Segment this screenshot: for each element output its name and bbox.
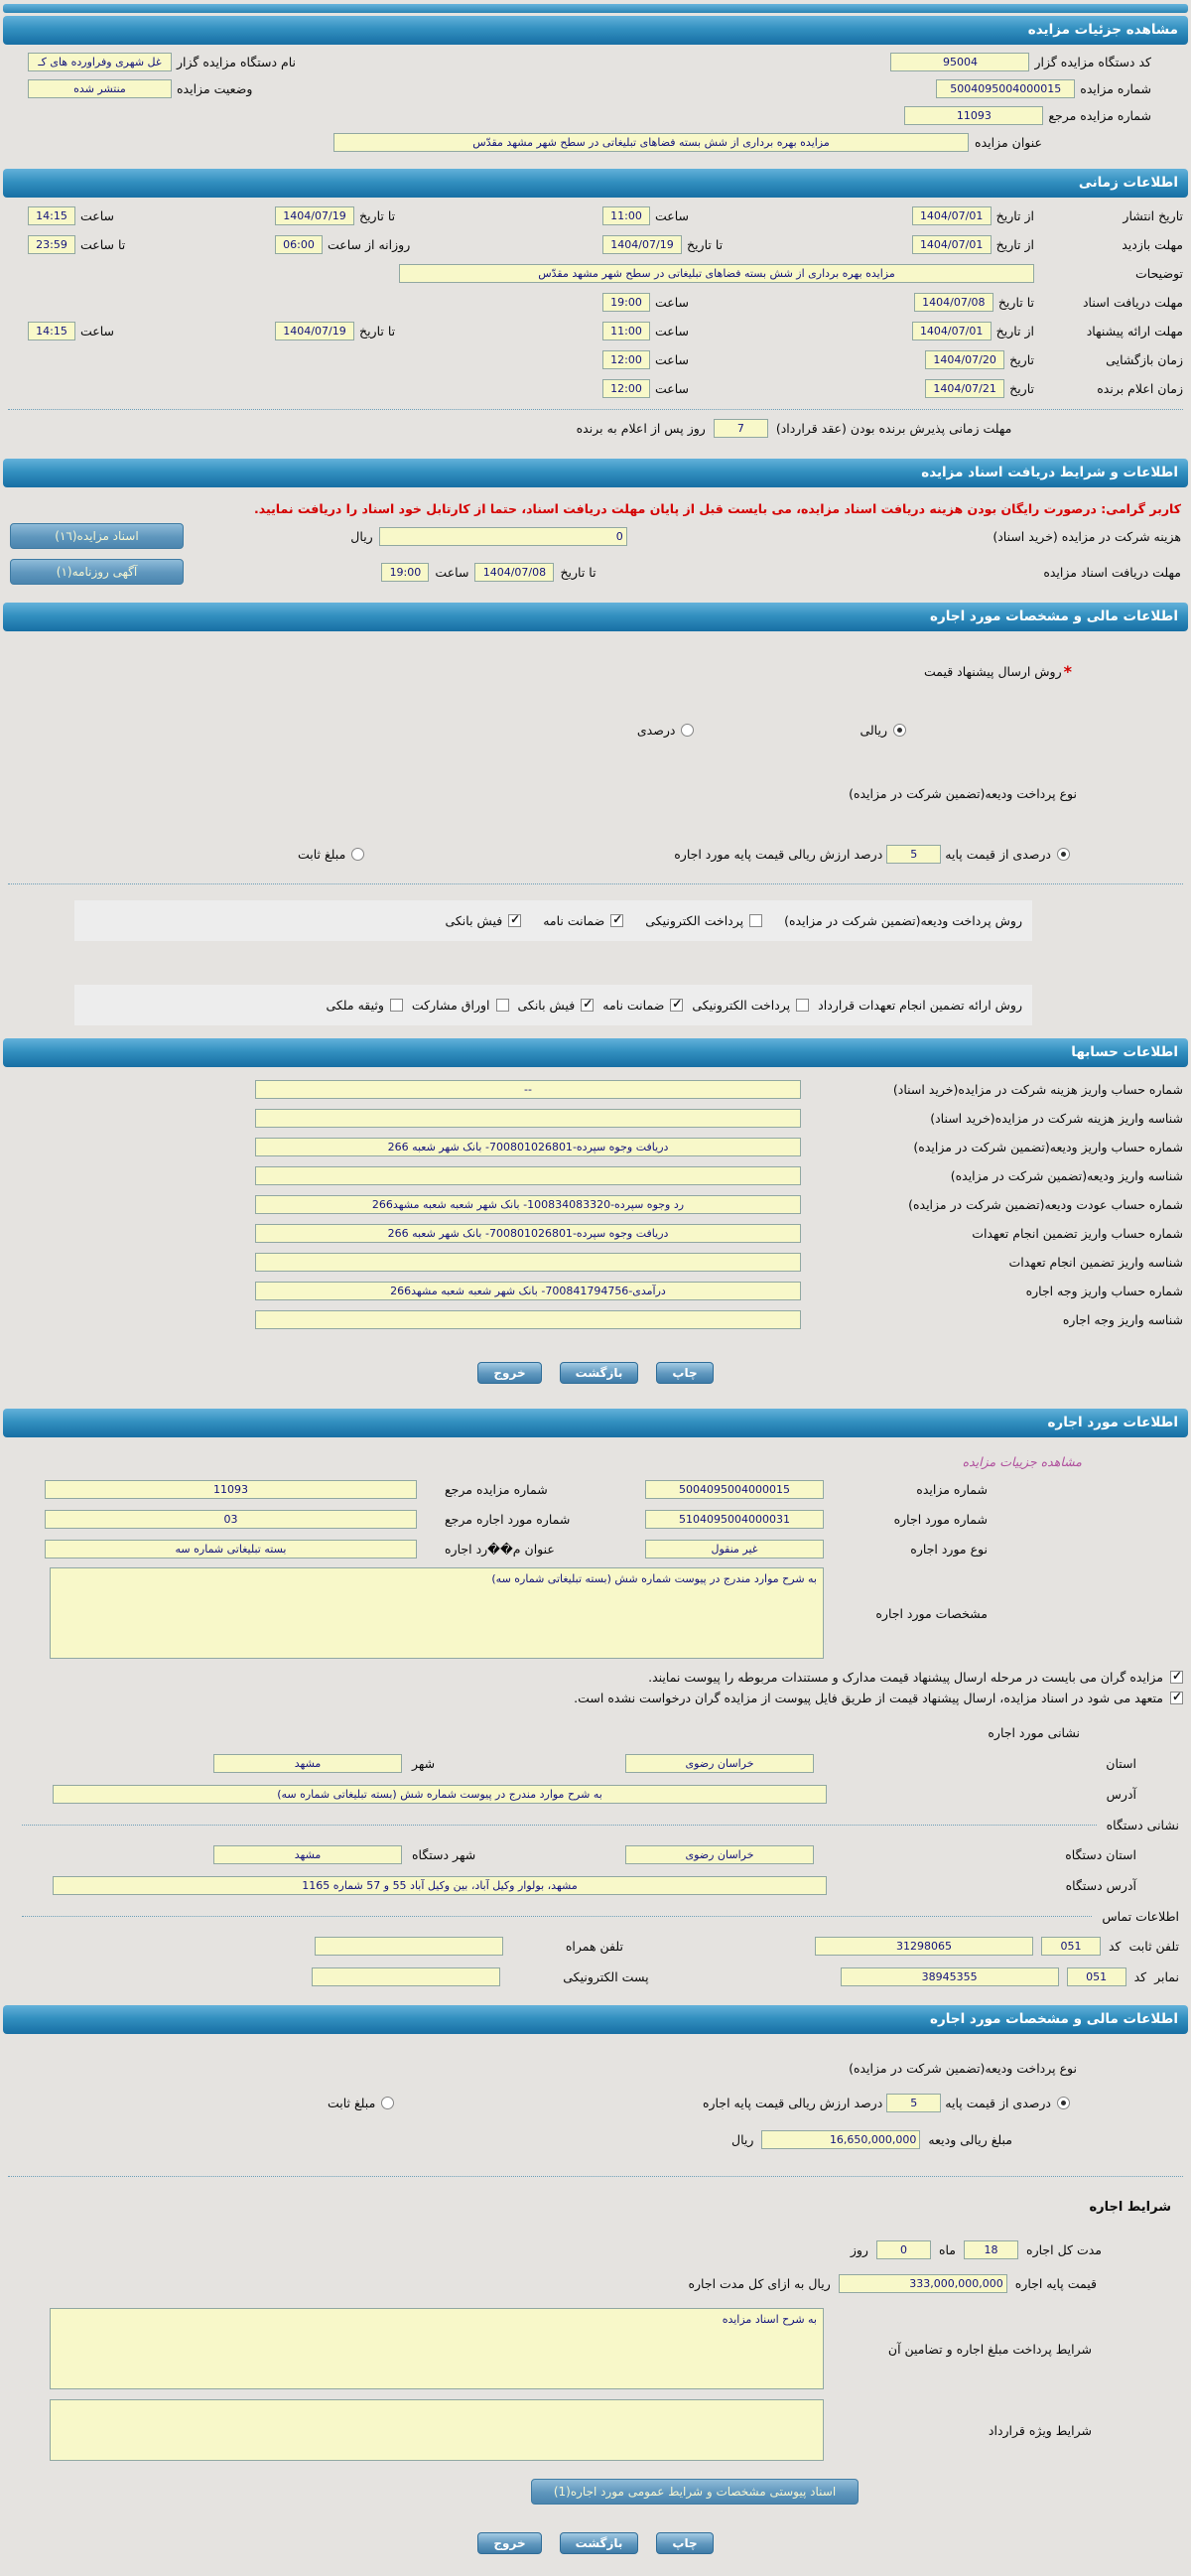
note-row-2 (0, 1688, 1191, 1708)
offer-to-time-input[interactable] (28, 322, 75, 340)
bank-slip-checkbox[interactable] (508, 914, 521, 927)
province-input[interactable] (625, 1754, 814, 1773)
nav-buttons-bottom (0, 2532, 1191, 2554)
section-financial-2 (0, 2034, 1191, 2576)
account-input[interactable] (255, 1310, 801, 1329)
to-date-label: تا تاریخ (560, 564, 596, 580)
time-row-docs-deadline (0, 288, 1191, 317)
fixed-amount-radio[interactable] (351, 848, 364, 861)
publish-to-time-input[interactable] (28, 206, 75, 225)
contact-title-row (0, 1901, 1191, 1931)
account-label: شناسه واریز وجه اجاره (1062, 1312, 1183, 1327)
rial-option-label: ریالی (860, 723, 887, 738)
ref-no-label: شماره مزایده مرجع (1048, 108, 1151, 123)
details-row-2 (0, 75, 1191, 102)
deposit-type-label: نوع پرداخت ودیعه(تضمین شرکت در مزایده) (849, 785, 1077, 801)
description-label: توضیحات (1135, 266, 1183, 281)
winner-time-input[interactable] (602, 379, 650, 398)
device-city-label: شهر دستگاه (412, 1847, 476, 1862)
deposit-pay-methods-box (74, 900, 1032, 941)
participation-bonds-label: اوراق مشارکت (411, 998, 490, 1013)
electronic-payment-checkbox[interactable] (796, 999, 809, 1012)
device-address-title: نشانی دستگاه (1106, 1817, 1179, 1832)
device-code-input[interactable] (890, 53, 1029, 71)
section-docs (0, 487, 1191, 600)
divider (8, 2176, 1183, 2177)
acceptance-days-input[interactable] (714, 419, 768, 438)
account-label: شماره حساب عودت ودیعه(تضمین شرکت در مزایده) (908, 1197, 1183, 1212)
guarantee-letter-label: ضمانت نامه (602, 998, 665, 1013)
top-strip (3, 4, 1188, 13)
section-header-details: مشاهده جزئیات مزایده (3, 16, 1188, 45)
months-input[interactable] (964, 2240, 1018, 2259)
rial-unit-label: ریال (350, 528, 373, 544)
rental-address-row (0, 1748, 1191, 1779)
days-input[interactable] (876, 2240, 931, 2259)
rental-address-title: نشانی مورد اجاره (988, 1724, 1080, 1740)
percent-of-base-label: درصدی از قیمت پایه (945, 847, 1051, 862)
account-input[interactable] (255, 1253, 801, 1272)
note-row-1 (0, 1667, 1191, 1688)
opening-time-input[interactable] (602, 350, 650, 369)
account-input[interactable] (255, 1195, 801, 1214)
rental-row-1 (0, 1474, 1191, 1504)
docs-deadline-date-input[interactable] (914, 293, 993, 312)
exit-button[interactable]: خروج (477, 1362, 541, 1384)
deposit-percent-input[interactable] (886, 845, 941, 864)
time-row-visit (0, 230, 1191, 259)
account-input[interactable] (255, 1080, 801, 1099)
acceptance-post-label: روز پس از اعلام به برنده (576, 420, 706, 436)
hour-label: ساعت (655, 295, 690, 310)
rental-terms-title: شرایط اجاره (1089, 2199, 1171, 2215)
city-input[interactable] (213, 1754, 402, 1773)
to-date-label: تا تاریخ (997, 295, 1034, 310)
phone-row (0, 1931, 1191, 1962)
account-input[interactable] (255, 1282, 801, 1300)
status-input[interactable] (28, 79, 172, 98)
account-input[interactable] (255, 1224, 801, 1243)
device-code-label: کد دستگاه مزایده گزار (1034, 55, 1151, 69)
docs-deadline-time-input[interactable] (381, 563, 429, 582)
device-address-title-row (0, 1810, 1191, 1839)
auction-no-label: شماره مزایده (1080, 81, 1151, 96)
back-button[interactable]: بازگشت (560, 2532, 639, 2554)
base-price-unit-label: ریال به ازای کل مدت اجاره (688, 2275, 831, 2291)
section-rental (0, 1437, 1191, 2002)
account-row (0, 1161, 1191, 1190)
bank-slip-label: فیش بانکی (517, 998, 576, 1013)
visit-from-time-input[interactable] (275, 235, 323, 254)
fee-input[interactable] (379, 527, 627, 546)
time-row-label: زمان اعلام برنده (1097, 381, 1183, 396)
section-financial-1 (0, 631, 1191, 1035)
visit-to-date-input[interactable] (602, 235, 682, 254)
pay-terms-label: شرایط پرداخت مبلغ اجاره و تضامین آن (887, 2341, 1092, 2357)
details-row-3 (0, 102, 1191, 129)
offer-from-date-input[interactable] (912, 322, 992, 340)
rental-full-address-row (0, 1779, 1191, 1810)
exit-button[interactable]: خروج (477, 2532, 541, 2554)
description-input[interactable] (399, 264, 1034, 283)
account-row (0, 1305, 1191, 1334)
property-collateral-label: وثیقه ملکی (326, 998, 384, 1013)
section-details (0, 45, 1191, 166)
account-row (0, 1248, 1191, 1277)
city-label: شهر (412, 1756, 436, 1771)
fee-label: هزینه شرکت در مزایده (خرید اسناد) (992, 528, 1181, 544)
phone-label: تلفن ثابت (1128, 1939, 1179, 1954)
account-label: شماره حساب واریز ودیعه(تضمین شرکت در مزایده) (913, 1140, 1183, 1154)
code-label: کد (1133, 1969, 1147, 1984)
special-terms-textarea[interactable] (50, 2399, 824, 2461)
visit-from-date-input[interactable] (912, 235, 992, 254)
account-input[interactable] (255, 1109, 801, 1128)
winner-date-input[interactable] (925, 379, 1004, 398)
fax-code-input[interactable] (1067, 1967, 1126, 1986)
account-row (0, 1190, 1191, 1219)
mobile-input[interactable] (315, 1937, 503, 1956)
item-ref-label: شماره مورد اجاره مرجع (445, 1511, 571, 1527)
item-title-input[interactable] (45, 1540, 417, 1559)
account-row (0, 1075, 1191, 1104)
to-date-label: تا تاریخ (687, 237, 724, 252)
time-row-offer (0, 317, 1191, 345)
fax-input[interactable] (841, 1967, 1059, 1986)
publish-from-date-input[interactable] (912, 206, 992, 225)
phone-code-input[interactable] (1041, 1937, 1101, 1956)
device-address-row (0, 1839, 1191, 1870)
docs-warning-text: کاربر گرامی: درصورت رایگان بودن هزینه دریافت اسناد مزایده، می بایست قبل از پایان مهلت دریافت اسناد، حتما از کارتابل خود اسناد را دریافت نمایید. (254, 501, 1181, 516)
time-row-opening (0, 345, 1191, 374)
device-address-label: آدرس دستگاه (1065, 1878, 1136, 1893)
divider (8, 883, 1183, 884)
address-label: آدرس (1106, 1787, 1136, 1802)
base-price-label: قیمت پایه اجاره (1014, 2275, 1097, 2291)
divider (22, 1825, 1097, 1826)
to-date-label: تا تاریخ (359, 208, 396, 223)
address-input[interactable] (53, 1785, 827, 1804)
account-row (0, 1277, 1191, 1305)
duration-label: مدت کل اجاره (1026, 2241, 1102, 2257)
time-row-winner (0, 374, 1191, 403)
hour-label: ساعت (655, 324, 690, 339)
percent-of-base-radio[interactable] (1057, 2097, 1070, 2109)
phone-input[interactable] (815, 1937, 1033, 1956)
docs-deadline-label: مهلت دریافت اسناد مزایده (1043, 564, 1181, 580)
account-input[interactable] (255, 1166, 801, 1185)
percent-of-base-radio[interactable] (1057, 848, 1070, 861)
item-no-label: شماره مورد اجاره (893, 1511, 988, 1527)
newspaper-ad-button[interactable]: آگهی روزنامه(١) (10, 559, 184, 585)
status-label: وضعیت مزایده (177, 81, 253, 96)
view-auction-details-link[interactable]: مشاهده جزییات مزایده (962, 1454, 1082, 1469)
hour-label: ساعت (435, 564, 469, 580)
base-price-row (0, 2268, 1097, 2298)
auction-ref-label: شماره مزایده مرجع (445, 1481, 548, 1497)
account-row (0, 1133, 1191, 1161)
device-name-label: نام دستگاه مزایده گزار (177, 55, 297, 69)
time-row-description (0, 259, 1191, 288)
account-label: شماره حساب واریز هزینه شرکت در مزایده(خرید اسناد) (892, 1082, 1183, 1097)
section-header-docs: اطلاعات و شرایط دریافت اسناد مزایده (3, 459, 1188, 487)
nav-buttons-top (0, 1362, 1191, 1384)
rial-radio[interactable] (893, 724, 906, 737)
participation-bonds-checkbox[interactable] (496, 999, 509, 1012)
contract-guarantee-label: روش ارائه تضمین انجام تعهدات قرارداد (818, 998, 1022, 1013)
date-label: تاریخ (1009, 381, 1034, 396)
hour-label: ساعت (655, 208, 690, 223)
bank-slip-checkbox[interactable] (581, 999, 594, 1012)
pay-terms-textarea[interactable] (50, 2308, 824, 2389)
section-header-rental: اطلاعات مورد اجاره (3, 1409, 1188, 1437)
email-input[interactable] (312, 1967, 500, 1986)
email-label: پست الکترونیکی (563, 1969, 649, 1984)
contact-title: اطلاعات تماس (1102, 1908, 1179, 1924)
visit-to-time-input[interactable] (28, 235, 75, 254)
no-file-request-note: متعهد می شود در اسناد مزایده، ارسال پیشنهاد قیمت از طریق فایل پیوست از مزایده گران درخواست نشده است. (574, 1691, 1163, 1705)
daily-from-hour-label: روزانه از ساعت (328, 237, 411, 252)
time-row-label: مهلت دریافت اسناد (1082, 295, 1183, 310)
device-province-label: استان دستگاه (1065, 1847, 1136, 1862)
code-label: کد (1109, 1939, 1122, 1954)
account-label: شماره حساب واریز تضمین انجام تعهدات (972, 1226, 1183, 1241)
auction-title-input[interactable] (333, 133, 969, 152)
rial-unit-label: ریال (731, 2131, 754, 2147)
to-hour-label: تا ساعت (80, 237, 126, 252)
mobile-label: تلفن همراه (565, 1939, 623, 1954)
device-name-input[interactable] (28, 53, 172, 71)
date-label: تاریخ (1009, 352, 1034, 367)
acceptance-row (0, 410, 1191, 446)
pay-terms-row (0, 2308, 1191, 2389)
publish-to-date-input[interactable] (275, 206, 354, 225)
no-file-request-checkbox[interactable] (1170, 1692, 1183, 1704)
docs-deadline-row (0, 554, 1191, 590)
device-address-input[interactable] (53, 1876, 827, 1895)
section-accounts (0, 1067, 1191, 1406)
device-city-input[interactable] (213, 1845, 402, 1864)
electronic-payment-label: پرداخت الکترونیکی (692, 998, 791, 1013)
deposit-amount-row (0, 2124, 1012, 2154)
deposit-percent-input[interactable] (886, 2094, 941, 2112)
from-date-label: از تاریخ (995, 208, 1034, 223)
attached-docs-button[interactable]: اسناد پیوستی مشخصات و شرایط عمومی مورد اجاره(1) (531, 2479, 859, 2505)
special-terms-row (0, 2399, 1191, 2461)
item-no-input[interactable] (645, 1510, 824, 1529)
hour-label: ساعت (655, 381, 690, 396)
fee-row (0, 518, 1191, 554)
item-type-label: نوع مورد اجاره (910, 1541, 988, 1557)
time-row-label: تاریخ انتشار (1123, 208, 1183, 223)
price-method-label: روش ارسال پیشنهاد قیمت (923, 663, 1062, 679)
base-price-input[interactable] (839, 2274, 1007, 2293)
publish-from-time-input[interactable] (602, 206, 650, 225)
account-label: شناسه واریز تضمین انجام تعهدات (1008, 1255, 1183, 1270)
ref-no-input[interactable] (904, 106, 1043, 125)
fixed-amount-label: مبلغ ثابت (328, 2096, 376, 2110)
electronic-payment-checkbox[interactable] (749, 914, 762, 927)
attach-docs-checkbox[interactable] (1170, 1671, 1183, 1684)
account-label: شناسه واریز هزینه شرکت در مزایده(خرید اسناد) (930, 1111, 1183, 1126)
opening-date-input[interactable] (925, 350, 1004, 369)
deposit-amount-input[interactable] (761, 2130, 920, 2149)
deposit-type-label: نوع پرداخت ودیعه(تضمین شرکت در مزایده) (849, 2060, 1077, 2076)
device-full-address-row (0, 1870, 1191, 1901)
offer-to-date-input[interactable] (275, 322, 354, 340)
fixed-amount-label: مبلغ ثابت (298, 847, 346, 862)
required-asterisk: * (1063, 661, 1072, 681)
property-collateral-checkbox[interactable] (390, 999, 403, 1012)
special-terms-label: شرایط ویژه قرارداد (988, 2422, 1092, 2438)
print-button[interactable]: چاپ (656, 1362, 713, 1384)
from-date-label: از تاریخ (995, 237, 1034, 252)
print-button[interactable]: چاپ (656, 2532, 713, 2554)
specs-row (0, 1567, 1191, 1659)
docs-deadline-date-input[interactable] (474, 563, 554, 582)
price-method-row (0, 657, 1072, 685)
duration-row (0, 2235, 1102, 2264)
item-title-label: عنوان م��رد اجاره (445, 1541, 555, 1557)
percent-radio[interactable] (681, 724, 694, 737)
rental-row-2 (0, 1504, 1191, 1534)
acceptance-pre-label: مهلت زمانی پذیرش برنده بودن (عقد قرارداد) (775, 420, 1012, 436)
docs-deadline-time-input[interactable] (602, 293, 650, 312)
account-row (0, 1104, 1191, 1133)
deposit-amount-label: مبلغ ریالی ودیعه (928, 2131, 1012, 2147)
hour-label: ساعت (80, 208, 115, 223)
account-label: شماره حساب واریز وجه اجاره (1025, 1284, 1183, 1298)
rental-row-3 (0, 1534, 1191, 1563)
bank-slip-label: فیش بانکی (445, 913, 503, 928)
account-input[interactable] (255, 1138, 801, 1156)
fax-label: نمابر (1154, 1969, 1179, 1984)
specs-textarea[interactable] (50, 1567, 824, 1659)
account-row (0, 1219, 1191, 1248)
account-label: شناسه واریز ودیعه(تضمین شرکت در مزایده) (950, 1168, 1183, 1183)
rental-auction-no-input[interactable] (645, 1480, 824, 1499)
time-row-label: مهلت ارائه پیشنهاد (1086, 324, 1183, 339)
deposit-type-options (0, 845, 1191, 864)
section-time (0, 198, 1191, 456)
section-header-accounts: اطلاعات حسابها (3, 1038, 1188, 1067)
price-method-options (0, 723, 908, 738)
deposit-type-options-2 (0, 2094, 1191, 2112)
auction-no-input[interactable] (936, 79, 1075, 98)
auction-title-label: عنوان مزایده (975, 135, 1042, 150)
deposit-type-row (0, 779, 1077, 807)
auction-documents-button[interactable]: اسناد مزایده(١٦) (10, 523, 184, 549)
time-row-publish (0, 202, 1191, 230)
hour-label: ساعت (80, 324, 115, 339)
section-header-time: اطلاعات زمانی (3, 169, 1188, 198)
divider (22, 1916, 1092, 1917)
back-button[interactable]: بازگشت (560, 1362, 639, 1384)
item-type-input[interactable] (645, 1540, 824, 1559)
percent-suffix-label: درصد ارزش ریالی قیمت پایه مورد اجاره (674, 847, 883, 862)
fixed-amount-radio[interactable] (381, 2097, 394, 2109)
month-unit-label: ماه (938, 2241, 957, 2257)
rental-auction-ref-input[interactable] (45, 1480, 417, 1499)
electronic-payment-label: پرداخت الکترونیکی (645, 913, 744, 928)
offer-from-time-input[interactable] (602, 322, 650, 340)
province-label: استان (1106, 1756, 1136, 1771)
day-unit-label: روز (850, 2241, 868, 2257)
percent-option-label: درصدی (636, 723, 676, 738)
device-province-input[interactable] (625, 1845, 814, 1864)
guarantee-letter-checkbox[interactable] (610, 914, 623, 927)
specs-label: مشخصات مورد اجاره (875, 1605, 988, 1621)
details-row-1 (0, 49, 1191, 75)
time-row-label: مهلت بازدید (1122, 237, 1183, 252)
fax-row (0, 1962, 1191, 1992)
contract-guarantee-methods-box (74, 985, 1032, 1025)
auction-no-label: شماره مزایده (916, 1481, 988, 1497)
time-row-label: زمان بازگشایی (1106, 352, 1183, 367)
to-date-label: تا تاریخ (359, 324, 396, 339)
percent-of-base-label: درصدی از قیمت پایه (945, 2096, 1051, 2110)
section-header-financial-1: اطلاعات مالی و مشخصات مورد اجاره (3, 603, 1188, 631)
deposit-pay-methods-label: روش پرداخت ودیعه(تضمین شرکت در مزایده) (784, 913, 1022, 928)
details-title-row (0, 129, 1042, 156)
guarantee-letter-label: ضمانت نامه (543, 913, 605, 928)
from-date-label: از تاریخ (995, 324, 1034, 339)
attach-docs-note: مزایده گران می بایست در مرحله ارسال پیشنهاد قیمت مدارک و مستندات مربوطه را پیوست نمایند. (648, 1670, 1163, 1685)
percent-suffix-label: درصد ارزش ریالی قیمت پایه اجاره (702, 2096, 883, 2110)
section-header-financial-2: اطلاعات مالی و مشخصات مورد اجاره (3, 2005, 1188, 2034)
item-ref-input[interactable] (45, 1510, 417, 1529)
hour-label: ساعت (655, 352, 690, 367)
guarantee-letter-checkbox[interactable] (670, 999, 683, 1012)
